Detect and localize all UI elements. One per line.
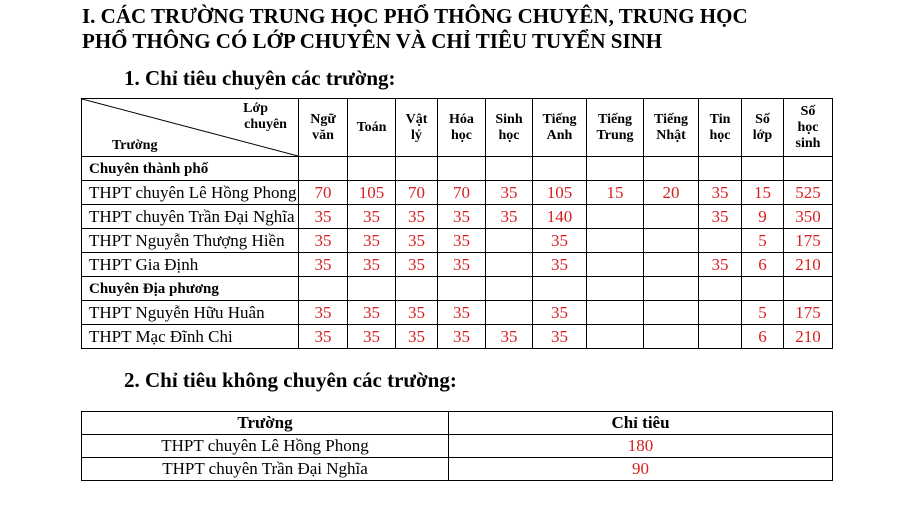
school-cell: THPT Nguyễn Thượng Hiền xyxy=(82,229,299,253)
school-cell: THPT chuyên Lê Hồng Phong xyxy=(82,435,449,458)
value-cell: 35 xyxy=(438,301,486,325)
value-cell: 35 xyxy=(348,229,396,253)
table-row xyxy=(82,301,833,325)
value-cell: 9 xyxy=(742,205,784,229)
group-label-city: Chuyên thành phố xyxy=(82,157,299,181)
value-cell: 35 xyxy=(348,301,396,325)
value-cell: 35 xyxy=(438,229,486,253)
value-cell: 35 xyxy=(348,253,396,277)
col-header-ngu-van: Ngữ văn xyxy=(299,99,348,157)
value-cell: 525 xyxy=(784,181,833,205)
value-cell xyxy=(486,301,533,325)
value-cell xyxy=(644,229,699,253)
value-cell xyxy=(699,229,742,253)
value-cell: 20 xyxy=(644,181,699,205)
value-cell: 35 xyxy=(396,301,438,325)
value-cell: 15 xyxy=(742,181,784,205)
school-cell: THPT Gia Định xyxy=(82,253,299,277)
value-cell: 5 xyxy=(742,229,784,253)
value-cell: 70 xyxy=(396,181,438,205)
col-header-sinh-hoc: Sinh học xyxy=(486,99,533,157)
col-header-tin-hoc: Tin học xyxy=(699,99,742,157)
header-row xyxy=(82,412,833,435)
table-row xyxy=(82,205,833,229)
value-cell: 6 xyxy=(742,253,784,277)
section-1-heading: 1. Chỉ tiêu chuyên các trường: xyxy=(124,66,396,90)
table-row xyxy=(82,435,833,458)
value-cell: 35 xyxy=(699,181,742,205)
value-cell: 35 xyxy=(533,301,587,325)
value-cell: 35 xyxy=(438,205,486,229)
value-cell: 35 xyxy=(438,325,486,349)
col-header-so-lop: Số lớp xyxy=(742,99,784,157)
value-cell: 35 xyxy=(299,253,348,277)
school-cell: THPT chuyên Lê Hồng Phong xyxy=(82,181,299,205)
value-cell: 35 xyxy=(533,325,587,349)
group-row-local xyxy=(82,277,833,301)
value-cell: 175 xyxy=(784,229,833,253)
value-cell: 35 xyxy=(533,229,587,253)
specialized-quota-table xyxy=(81,98,833,349)
value-cell xyxy=(644,325,699,349)
school-cell: THPT Nguyễn Hữu Huân xyxy=(82,301,299,325)
value-cell: 35 xyxy=(396,205,438,229)
value-cell xyxy=(644,301,699,325)
col-header-so-hoc-sinh: Số học sinh xyxy=(784,99,833,157)
value-cell xyxy=(644,253,699,277)
title-line-2: PHỔ THÔNG CÓ LỚP CHUYÊN VÀ CHỈ TIÊU TUYỂN SINH xyxy=(82,29,663,53)
value-cell: 35 xyxy=(299,301,348,325)
group-label-local: Chuyên Địa phương xyxy=(82,277,299,301)
table-row xyxy=(82,458,833,481)
value-cell: 35 xyxy=(486,181,533,205)
col-header-tieng-anh: Tiếng Anh xyxy=(533,99,587,157)
value-cell: 105 xyxy=(533,181,587,205)
section-2-heading: 2. Chỉ tiêu không chuyên các trường: xyxy=(124,368,457,392)
value-cell: 5 xyxy=(742,301,784,325)
corner-label-class: Lớp chuyên xyxy=(243,101,287,132)
value-cell: 6 xyxy=(742,325,784,349)
value-cell: 105 xyxy=(348,181,396,205)
value-cell: 140 xyxy=(533,205,587,229)
value-cell: 210 xyxy=(784,325,833,349)
value-cell: 70 xyxy=(299,181,348,205)
value-cell xyxy=(699,301,742,325)
value-cell: 350 xyxy=(784,205,833,229)
col-header-vat-ly: Vật lý xyxy=(396,99,438,157)
value-cell: 35 xyxy=(396,253,438,277)
col-header-tieng-trung: Tiếng Trung xyxy=(587,99,644,157)
col-header-tieng-nhat: Tiếng Nhật xyxy=(644,99,699,157)
corner-label-school: Trường xyxy=(112,138,158,153)
school-cell: THPT chuyên Trần Đại Nghĩa xyxy=(82,458,449,481)
value-cell xyxy=(587,205,644,229)
col-header-toan: Toán xyxy=(348,99,396,157)
value-cell: 35 xyxy=(486,325,533,349)
value-cell xyxy=(486,229,533,253)
title-line-1: I. CÁC TRƯỜNG TRUNG HỌC PHỔ THÔNG CHUYÊN, TRUNG HỌC xyxy=(82,4,748,28)
value-cell: 35 xyxy=(348,205,396,229)
table-row xyxy=(82,181,833,205)
school-cell: THPT chuyên Trần Đại Nghĩa xyxy=(82,205,299,229)
col-header-quota: Chỉ tiêu xyxy=(449,412,833,435)
non-specialized-quota-table xyxy=(81,411,833,481)
corner-header xyxy=(82,99,299,157)
table-row xyxy=(82,325,833,349)
value-cell: 35 xyxy=(699,205,742,229)
value-cell: 35 xyxy=(299,205,348,229)
value-cell xyxy=(644,205,699,229)
value-cell: 15 xyxy=(587,181,644,205)
value-cell: 35 xyxy=(438,253,486,277)
value-cell: 35 xyxy=(299,229,348,253)
col-header-school: Trường xyxy=(82,412,449,435)
value-cell: 210 xyxy=(784,253,833,277)
value-cell xyxy=(587,325,644,349)
value-cell: 70 xyxy=(438,181,486,205)
quota-cell: 90 xyxy=(449,458,833,481)
value-cell xyxy=(699,325,742,349)
value-cell: 35 xyxy=(699,253,742,277)
col-header-hoa-hoc: Hóa học xyxy=(438,99,486,157)
value-cell: 35 xyxy=(396,325,438,349)
school-cell: THPT Mạc Đĩnh Chi xyxy=(82,325,299,349)
value-cell: 35 xyxy=(533,253,587,277)
page-title xyxy=(82,4,882,54)
header-row xyxy=(82,99,833,157)
value-cell: 35 xyxy=(299,325,348,349)
value-cell xyxy=(587,229,644,253)
value-cell xyxy=(486,253,533,277)
table-row xyxy=(82,253,833,277)
value-cell: 35 xyxy=(486,205,533,229)
value-cell: 35 xyxy=(396,229,438,253)
table-row xyxy=(82,229,833,253)
value-cell: 175 xyxy=(784,301,833,325)
value-cell: 35 xyxy=(348,325,396,349)
quota-cell: 180 xyxy=(449,435,833,458)
value-cell xyxy=(587,301,644,325)
group-row-city xyxy=(82,157,833,181)
value-cell xyxy=(587,253,644,277)
